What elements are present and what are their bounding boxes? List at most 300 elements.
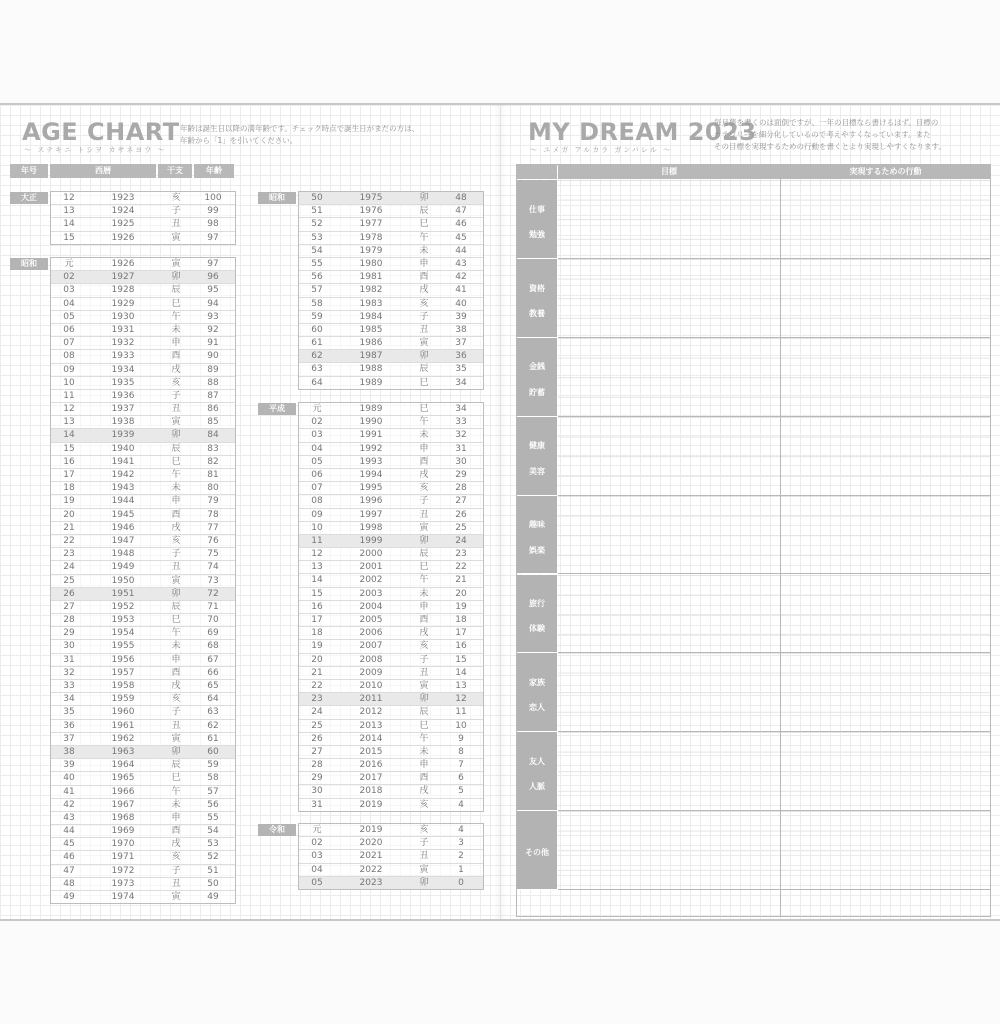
table-row (299, 192, 483, 205)
zodiac-cell: 亥 (171, 694, 181, 705)
era-year-cell: 39 (63, 760, 75, 771)
western-year-cell: 2023 (359, 877, 383, 888)
era-year-cell: 05 (311, 877, 323, 888)
western-year-cell: 1952 (111, 601, 135, 612)
zodiac-cell: 未 (419, 746, 429, 757)
table-row (51, 838, 235, 851)
era-year-cell: 42 (63, 799, 75, 810)
zodiac-cell: 寅 (171, 232, 181, 243)
table-row (51, 627, 235, 640)
zodiac-cell: 巳 (171, 456, 181, 467)
era-year-cell: 44 (63, 826, 75, 837)
zodiac-cell: 子 (171, 549, 181, 560)
category-label: 趣味 (529, 520, 545, 530)
zodiac-cell: 巳 (419, 219, 429, 230)
zodiac-cell: 酉 (171, 351, 181, 362)
age-cell: 24 (455, 535, 467, 546)
age-cell: 96 (207, 272, 219, 283)
zodiac-cell: 子 (419, 654, 429, 665)
zodiac-cell: 酉 (171, 826, 181, 837)
age-cell: 64 (207, 694, 219, 705)
category-sublabel: 勉強 (529, 229, 545, 239)
western-year-cell: 1994 (359, 469, 383, 480)
category-sublabel: 娯楽 (529, 545, 545, 555)
table-row (299, 706, 483, 719)
my-dream-subtitle: ～ ユメガ アルカラ ガンバレル ～ (530, 146, 672, 154)
category-label-block (517, 417, 557, 496)
dream-entry-area[interactable] (558, 338, 990, 417)
western-year-cell: 1935 (111, 377, 135, 388)
era-year-cell: 08 (63, 351, 75, 362)
table-row (51, 799, 235, 812)
zodiac-cell: 亥 (171, 852, 181, 863)
zodiac-cell: 申 (419, 258, 429, 269)
table-row (51, 509, 235, 522)
era-year-cell: 11 (63, 390, 75, 401)
age-cell: 32 (455, 430, 467, 441)
dream-entry-area[interactable] (558, 417, 990, 496)
era-year-cell: 03 (311, 851, 323, 862)
age-cell: 50 (207, 878, 219, 889)
zodiac-cell: 亥 (419, 641, 429, 652)
western-year-cell: 1997 (359, 509, 383, 520)
dream-header-action: 実現するための行動 (781, 165, 990, 179)
dream-entry-area[interactable] (558, 496, 990, 575)
zodiac-cell: 丑 (171, 720, 181, 731)
era-year-cell: 06 (63, 324, 75, 335)
age-cell: 68 (207, 641, 219, 652)
table-heisei (298, 402, 484, 812)
zodiac-cell: 午 (419, 575, 429, 586)
category-label-block (517, 811, 557, 890)
age-cell: 34 (455, 404, 467, 414)
age-cell: 84 (207, 430, 219, 441)
age-cell: 34 (455, 377, 467, 388)
zodiac-cell: 午 (171, 470, 181, 480)
western-year-cell: 1980 (359, 258, 383, 269)
table-row (299, 588, 483, 601)
category-label: 金銭 (529, 362, 545, 372)
age-cell: 80 (207, 483, 219, 494)
western-year-cell: 1940 (111, 443, 135, 454)
age-cell: 18 (455, 615, 467, 625)
zodiac-cell: 申 (171, 812, 181, 823)
western-year-cell: 1976 (359, 206, 383, 217)
age-cell: 40 (455, 298, 467, 309)
age-cell: 31 (455, 443, 467, 454)
zodiac-cell: 酉 (419, 456, 429, 467)
table-row (51, 640, 235, 653)
western-year-cell: 1984 (359, 311, 383, 322)
table-row (51, 720, 235, 733)
era-year-cell: 04 (311, 864, 323, 875)
era-year-cell: 28 (311, 760, 323, 771)
dream-column-divider (780, 165, 781, 916)
age-cell: 76 (207, 535, 219, 546)
era-year-cell: 09 (63, 364, 75, 375)
era-year-cell: 18 (311, 628, 323, 639)
category-label-block (517, 575, 557, 654)
era-year-cell: 38 (63, 746, 75, 757)
table-row (51, 614, 235, 627)
era-year-cell: 08 (311, 496, 323, 507)
era-year-cell: 43 (63, 812, 75, 823)
era-year-cell: 52 (311, 219, 323, 230)
table-row (299, 403, 483, 416)
age-cell: 29 (455, 469, 467, 480)
zodiac-cell: 未 (419, 245, 429, 256)
era-year-cell: 元 (312, 404, 322, 414)
table-row (51, 429, 235, 442)
table-row (299, 772, 483, 785)
western-year-cell: 1934 (111, 364, 135, 375)
era-year-cell: 30 (311, 786, 323, 797)
western-year-cell: 2012 (359, 707, 383, 718)
table-row (51, 469, 235, 482)
table-row (299, 785, 483, 798)
age-cell: 60 (207, 746, 219, 757)
my-dream-title: MY DREAM 2023 (528, 118, 757, 146)
dream-entry-area[interactable] (558, 732, 990, 811)
western-year-cell: 1987 (359, 351, 383, 362)
western-year-cell: 2018 (359, 786, 383, 797)
western-year-cell: 1968 (111, 812, 135, 823)
table-row (299, 614, 483, 627)
era-year-cell: 32 (63, 667, 75, 678)
category-label: その他 (525, 847, 549, 857)
zodiac-cell: 亥 (171, 377, 181, 388)
western-year-cell: 2000 (359, 549, 383, 560)
table-row (299, 284, 483, 297)
zodiac-cell: 申 (171, 338, 181, 349)
table-row (51, 865, 235, 878)
era-year-cell: 59 (311, 311, 323, 322)
age-cell: 14 (455, 667, 467, 678)
table-row (51, 443, 235, 456)
dream-entry-area[interactable] (558, 811, 990, 890)
western-year-cell: 1993 (359, 456, 383, 467)
header-era: 年号 (10, 164, 48, 178)
era-year-cell: 14 (311, 575, 323, 586)
table-row (51, 746, 235, 759)
era-year-cell: 27 (63, 601, 75, 612)
western-year-cell: 1932 (111, 338, 135, 349)
western-year-cell: 1965 (111, 773, 135, 784)
western-year-cell: 2017 (359, 773, 383, 784)
age-cell: 91 (207, 338, 219, 349)
zodiac-cell: 亥 (419, 298, 429, 309)
dream-entry-area[interactable] (558, 180, 990, 259)
western-year-cell: 2014 (359, 733, 383, 744)
category-label: 健康 (529, 441, 545, 451)
western-year-cell: 1961 (111, 720, 135, 731)
era-year-cell: 40 (63, 773, 75, 784)
zodiac-cell: 辰 (419, 364, 429, 375)
age-chart-description: 年齢は誕生日以降の満年齢です。チェック時点で誕生日がまだの方は、 年齢から「1」を引いてください。 (180, 124, 420, 145)
western-year-cell: 1947 (111, 535, 135, 546)
era-year-cell: 48 (63, 878, 75, 889)
zodiac-cell: 子 (419, 311, 429, 322)
zodiac-cell: 子 (171, 390, 181, 401)
western-year-cell: 1962 (111, 733, 135, 744)
category-sublabel: 恋人 (529, 703, 545, 713)
age-cell: 77 (207, 522, 219, 533)
age-cell: 6 (458, 773, 464, 784)
era-year-cell: 64 (311, 377, 323, 388)
age-cell: 69 (207, 628, 219, 639)
age-cell: 63 (207, 707, 219, 718)
age-cell: 20 (455, 588, 467, 599)
table-row (51, 337, 235, 350)
era-year-cell: 16 (311, 601, 323, 612)
age-cell: 82 (207, 456, 219, 467)
age-chart-title: AGE CHART (22, 118, 180, 146)
age-cell: 55 (207, 812, 219, 823)
zodiac-cell: 戌 (171, 681, 181, 691)
western-year-cell: 1929 (111, 298, 135, 309)
era-year-cell: 58 (311, 298, 323, 309)
western-year-cell: 1972 (111, 865, 135, 876)
table-row (51, 706, 235, 719)
western-year-cell: 1945 (111, 509, 135, 520)
zodiac-cell: 酉 (171, 667, 181, 678)
table-row (299, 837, 483, 850)
age-cell: 39 (455, 311, 467, 322)
table-row (299, 324, 483, 337)
era-year-cell: 25 (63, 575, 75, 586)
era-year-cell: 61 (311, 338, 323, 349)
table-row (51, 851, 235, 864)
table-row (299, 429, 483, 442)
table-row (299, 574, 483, 587)
table-row (51, 733, 235, 746)
era-year-cell: 47 (63, 865, 75, 876)
western-year-cell: 1946 (111, 522, 135, 533)
western-year-cell: 1928 (111, 285, 135, 296)
western-year-cell: 2019 (359, 825, 383, 835)
era-year-cell: 45 (63, 839, 75, 850)
era-year-cell: 13 (63, 417, 75, 428)
table-row (299, 799, 483, 811)
age-cell: 73 (207, 575, 219, 586)
table-row (299, 258, 483, 271)
age-cell: 11 (455, 707, 467, 718)
table-row (51, 298, 235, 311)
age-cell: 75 (207, 549, 219, 560)
zodiac-cell: 子 (419, 838, 429, 849)
category-sublabel: 教養 (529, 308, 545, 318)
western-year-cell: 2009 (359, 667, 383, 678)
age-cell: 54 (207, 826, 219, 837)
zodiac-cell: 卯 (419, 877, 429, 888)
table-row (299, 850, 483, 863)
era-year-cell: 23 (63, 549, 75, 560)
dream-entry-area[interactable] (558, 575, 990, 654)
table-row (299, 601, 483, 614)
western-year-cell: 1944 (111, 496, 135, 507)
dream-entry-area[interactable] (558, 653, 990, 732)
age-cell: 30 (455, 456, 467, 467)
western-year-cell: 1999 (359, 535, 383, 546)
era-year-cell: 33 (63, 681, 75, 691)
age-cell: 88 (207, 377, 219, 388)
zodiac-cell: 辰 (419, 707, 429, 718)
zodiac-cell: 亥 (419, 799, 429, 810)
western-year-cell: 1927 (111, 272, 135, 283)
table-row (299, 245, 483, 258)
zodiac-cell: 卯 (419, 193, 429, 203)
table-showa-1 (50, 257, 236, 904)
table-row (299, 877, 483, 889)
table-row (51, 561, 235, 574)
era-year-cell: 14 (63, 430, 75, 441)
zodiac-cell: 巳 (171, 773, 181, 784)
western-year-cell: 2011 (359, 694, 383, 705)
era-year-cell: 63 (311, 364, 323, 375)
western-year-cell: 1971 (111, 852, 135, 863)
era-year-cell: 10 (311, 522, 323, 533)
table-row (51, 548, 235, 561)
western-year-cell: 2006 (359, 628, 383, 639)
zodiac-cell: 卯 (171, 746, 181, 757)
western-year-cell: 1989 (359, 377, 383, 388)
zodiac-cell: 巳 (171, 298, 181, 309)
western-year-cell: 1936 (111, 390, 135, 401)
era-year-cell: 06 (311, 469, 323, 480)
table-row (51, 772, 235, 785)
era-year-cell: 17 (311, 615, 323, 625)
era-year-cell: 62 (311, 351, 323, 362)
header-age: 年齢 (194, 164, 234, 178)
western-year-cell: 1979 (359, 245, 383, 256)
table-row (299, 864, 483, 877)
age-cell: 0 (458, 877, 464, 888)
era-year-cell: 03 (311, 430, 323, 441)
western-year-cell: 1938 (111, 417, 135, 428)
table-row (299, 337, 483, 350)
table-row (51, 693, 235, 706)
table-row (51, 284, 235, 297)
category-label: 資格 (529, 283, 545, 293)
western-year-cell: 1925 (111, 219, 135, 230)
table-row (299, 824, 483, 837)
table-row (51, 654, 235, 667)
zodiac-cell: 丑 (171, 404, 181, 415)
age-cell: 62 (207, 720, 219, 731)
era-year-cell: 02 (63, 272, 75, 283)
zodiac-cell: 申 (171, 654, 181, 665)
table-row (51, 759, 235, 772)
western-year-cell: 1949 (111, 562, 135, 573)
era-year-cell: 46 (63, 852, 75, 863)
zodiac-cell: 寅 (171, 575, 181, 586)
zodiac-cell: 子 (171, 206, 181, 217)
age-cell: 53 (207, 839, 219, 850)
table-row (299, 627, 483, 640)
zodiac-cell: 未 (171, 483, 181, 494)
dream-entry-area[interactable] (558, 259, 990, 338)
age-cell: 83 (207, 443, 219, 454)
age-cell: 85 (207, 417, 219, 428)
zodiac-cell: 卯 (171, 430, 181, 441)
western-year-cell: 1959 (111, 694, 135, 705)
age-cell: 19 (455, 601, 467, 612)
era-year-cell: 25 (311, 720, 323, 731)
age-cell: 56 (207, 799, 219, 810)
table-row (299, 667, 483, 680)
zodiac-cell: 卯 (419, 535, 429, 546)
age-cell: 49 (207, 892, 219, 902)
zodiac-cell: 寅 (171, 259, 181, 269)
table-row (299, 561, 483, 574)
era-year-cell: 16 (63, 456, 75, 467)
age-cell: 44 (455, 245, 467, 256)
western-year-cell: 1957 (111, 667, 135, 678)
category-label: 旅行 (529, 599, 545, 609)
dream-grid (516, 164, 991, 917)
zodiac-cell: 辰 (171, 760, 181, 771)
header-year: 西暦 (50, 164, 156, 178)
era-year-cell: 54 (311, 245, 323, 256)
age-cell: 52 (207, 852, 219, 863)
era-label-showa-2: 昭和 (258, 192, 296, 204)
table-row (51, 482, 235, 495)
western-year-cell: 2010 (359, 680, 383, 691)
western-year-cell: 1953 (111, 615, 135, 626)
category-label: 仕事 (529, 204, 545, 214)
table-row (299, 469, 483, 482)
western-year-cell: 1974 (111, 892, 135, 902)
table-row (51, 825, 235, 838)
zodiac-cell: 午 (171, 628, 181, 639)
western-year-cell: 1937 (111, 404, 135, 415)
category-label-block (517, 653, 557, 732)
zodiac-cell: 亥 (419, 483, 429, 494)
zodiac-cell: 未 (171, 641, 181, 652)
era-year-cell: 11 (311, 535, 323, 546)
table-row (299, 746, 483, 759)
western-year-cell: 1967 (111, 799, 135, 810)
table-row (51, 416, 235, 429)
era-year-cell: 19 (311, 641, 323, 652)
era-year-cell: 30 (63, 641, 75, 652)
western-year-cell: 1964 (111, 760, 135, 771)
age-cell: 33 (455, 417, 467, 428)
age-cell: 26 (455, 509, 467, 520)
zodiac-cell: 子 (171, 707, 181, 718)
age-cell: 97 (207, 232, 219, 243)
table-row (299, 205, 483, 218)
table-row (299, 640, 483, 653)
western-year-cell: 1977 (359, 219, 383, 230)
western-year-cell: 1960 (111, 707, 135, 718)
table-row (299, 522, 483, 535)
western-year-cell: 1963 (111, 746, 135, 757)
western-year-cell: 1970 (111, 839, 135, 850)
zodiac-cell: 酉 (419, 272, 429, 283)
table-row (299, 311, 483, 324)
era-year-cell: 元 (64, 259, 74, 269)
western-year-cell: 1985 (359, 324, 383, 335)
header-zodiac: 干支 (158, 164, 192, 178)
age-cell: 99 (207, 206, 219, 217)
era-year-cell: 60 (311, 324, 323, 335)
western-year-cell: 1992 (359, 443, 383, 454)
zodiac-cell: 丑 (419, 851, 429, 862)
category-label-block (517, 496, 557, 575)
table-row (51, 232, 235, 244)
era-year-cell: 37 (63, 733, 75, 744)
